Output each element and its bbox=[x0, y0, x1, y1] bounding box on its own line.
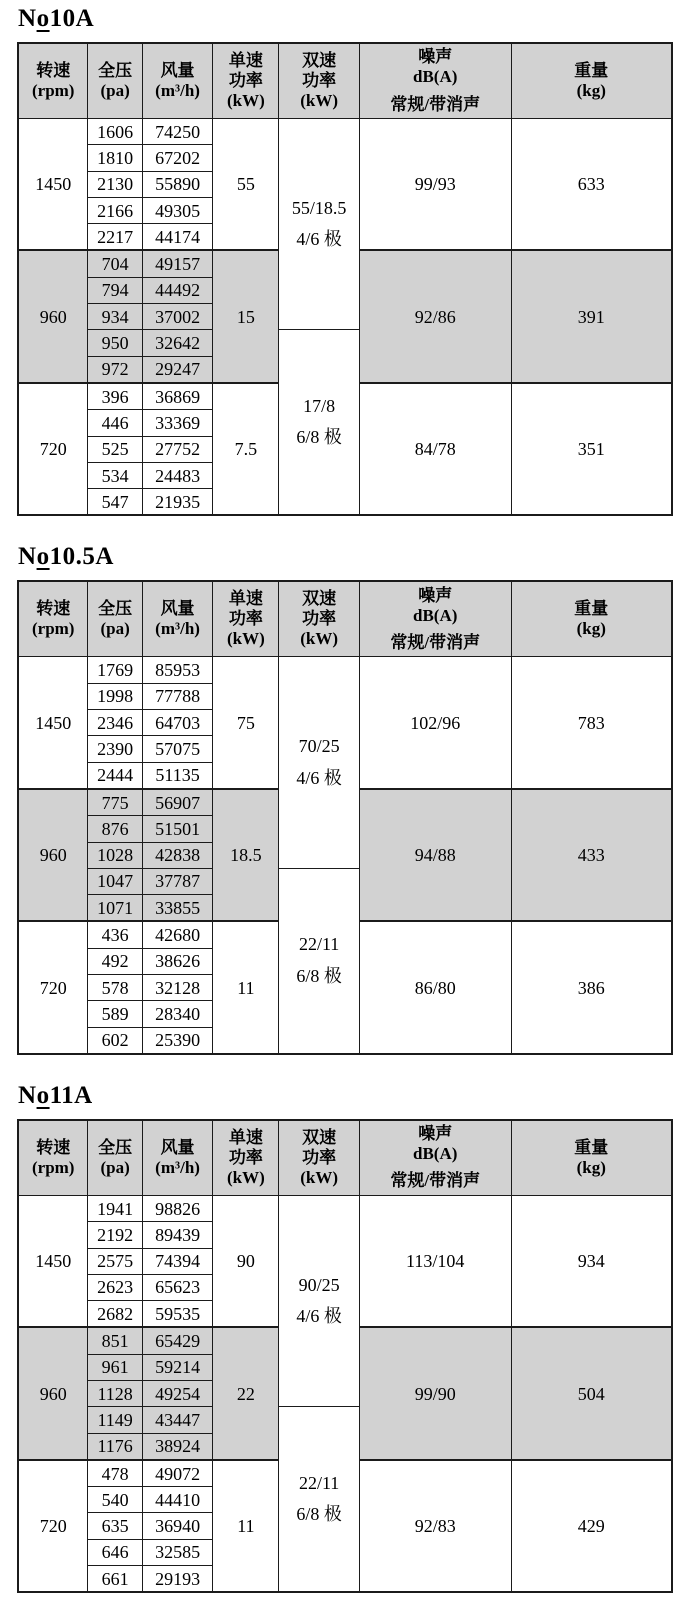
dual-power-poles: 6/8 极 bbox=[296, 1504, 342, 1525]
rpm-cell: 960 bbox=[18, 789, 88, 921]
header-line: 双速 bbox=[302, 589, 337, 609]
noise-cell: 86/80 bbox=[359, 921, 511, 1053]
weight-cell: 783 bbox=[511, 657, 672, 789]
model-title bbox=[18, 543, 673, 571]
model-title-number: 10A bbox=[49, 5, 95, 32]
model-title-o: o bbox=[36, 543, 50, 571]
header-line: 单速 bbox=[228, 50, 263, 70]
single-power-cell: 22 bbox=[213, 1327, 279, 1459]
header-line: 风量 bbox=[160, 1137, 195, 1157]
weight-cell: 429 bbox=[511, 1460, 672, 1592]
pressure-cell: 2444 bbox=[88, 762, 142, 789]
airflow-cell: 51501 bbox=[142, 816, 213, 842]
column-header-rpm bbox=[18, 43, 88, 119]
airflow-cell: 44492 bbox=[142, 277, 213, 303]
airflow-cell: 32642 bbox=[142, 330, 213, 356]
pressure-cell: 1047 bbox=[88, 868, 142, 894]
table-row bbox=[18, 119, 672, 145]
noise-cell: 94/88 bbox=[359, 789, 511, 921]
dual-power-poles: 4/6 极 bbox=[296, 767, 342, 788]
model-title-n: N bbox=[18, 543, 37, 571]
airflow-cell: 65429 bbox=[142, 1327, 213, 1354]
airflow-cell: 55890 bbox=[142, 171, 213, 197]
header-line: (kW) bbox=[300, 1167, 339, 1187]
header-line: 风量 bbox=[160, 599, 195, 619]
header-line: 功率 bbox=[228, 1147, 263, 1167]
single-power-cell: 15 bbox=[213, 250, 279, 382]
dual-power-value: 55/18.5 bbox=[291, 197, 347, 218]
pressure-cell: 547 bbox=[88, 489, 142, 516]
airflow-cell: 67202 bbox=[142, 145, 213, 171]
weight-cell: 633 bbox=[511, 119, 672, 251]
header-line: 全压 bbox=[98, 599, 133, 619]
column-header-pressure bbox=[88, 43, 142, 119]
pressure-cell: 2390 bbox=[88, 736, 142, 762]
header-row bbox=[18, 581, 672, 657]
noise-cell: 113/104 bbox=[359, 1195, 511, 1327]
airflow-cell: 29193 bbox=[142, 1566, 213, 1593]
pressure-cell: 534 bbox=[88, 462, 142, 488]
pressure-cell: 635 bbox=[88, 1513, 142, 1539]
airflow-cell: 37787 bbox=[142, 868, 213, 894]
pressure-cell: 704 bbox=[88, 250, 142, 277]
single-power-cell: 7.5 bbox=[213, 383, 279, 515]
pressure-cell: 2682 bbox=[88, 1301, 142, 1328]
header-line: (m³/h) bbox=[155, 81, 200, 100]
pressure-cell: 2217 bbox=[88, 224, 142, 251]
dual-power-poles: 4/6 极 bbox=[296, 1306, 342, 1327]
header-line: (kW) bbox=[300, 629, 339, 649]
single-power-cell: 11 bbox=[213, 921, 279, 1053]
dual-power-cell bbox=[279, 1407, 359, 1593]
pressure-cell: 1769 bbox=[88, 657, 142, 683]
weight-cell: 433 bbox=[511, 789, 672, 921]
header-line: 常规/带消声 bbox=[390, 1171, 481, 1191]
model-title bbox=[18, 5, 673, 33]
airflow-cell: 49254 bbox=[142, 1380, 213, 1406]
pressure-cell: 446 bbox=[88, 410, 142, 436]
airflow-cell: 25390 bbox=[142, 1027, 213, 1054]
model-title-n: N bbox=[18, 5, 37, 32]
airflow-cell: 33855 bbox=[142, 895, 213, 922]
header-line: 重量 bbox=[574, 599, 609, 619]
airflow-cell: 38626 bbox=[142, 948, 213, 974]
header-line: 噪声 bbox=[418, 1124, 453, 1144]
column-header-dual-power bbox=[279, 1120, 359, 1196]
pressure-cell: 2130 bbox=[88, 171, 142, 197]
header-line: 全压 bbox=[98, 60, 133, 80]
rpm-cell: 1450 bbox=[18, 657, 88, 789]
airflow-cell: 59535 bbox=[142, 1301, 213, 1328]
column-header-dual-power bbox=[279, 581, 359, 657]
rpm-cell: 720 bbox=[18, 1460, 88, 1592]
column-header-weight bbox=[511, 1120, 672, 1196]
column-header-single-power bbox=[213, 581, 279, 657]
pressure-cell: 492 bbox=[88, 948, 142, 974]
airflow-cell: 56907 bbox=[142, 789, 213, 816]
noise-cell: 99/93 bbox=[359, 119, 511, 251]
pressure-cell: 1606 bbox=[88, 119, 142, 145]
column-header-pressure bbox=[88, 1120, 142, 1196]
airflow-cell: 49072 bbox=[142, 1460, 213, 1487]
column-header-dual-power bbox=[279, 43, 359, 119]
header-line: (kg) bbox=[576, 1157, 606, 1177]
dual-power-cell bbox=[279, 330, 359, 516]
dual-power-value: 22/11 bbox=[298, 1472, 340, 1493]
pressure-cell: 1998 bbox=[88, 683, 142, 709]
airflow-cell: 37002 bbox=[142, 304, 213, 330]
noise-cell: 92/86 bbox=[359, 250, 511, 382]
single-power-cell: 75 bbox=[213, 657, 279, 789]
spec-table bbox=[17, 580, 673, 1054]
pressure-cell: 2166 bbox=[88, 197, 142, 223]
column-header-weight bbox=[511, 43, 672, 119]
airflow-cell: 33369 bbox=[142, 410, 213, 436]
header-line: (pa) bbox=[100, 1157, 130, 1177]
airflow-cell: 49157 bbox=[142, 250, 213, 277]
header-line: 转速 bbox=[36, 599, 71, 619]
header-row bbox=[18, 1120, 672, 1196]
pressure-cell: 478 bbox=[88, 1460, 142, 1487]
pressure-cell: 436 bbox=[88, 921, 142, 948]
airflow-cell: 74250 bbox=[142, 119, 213, 145]
rpm-cell: 960 bbox=[18, 1327, 88, 1459]
model-title bbox=[18, 1082, 673, 1110]
airflow-cell: 98826 bbox=[142, 1195, 213, 1221]
header-line: 功率 bbox=[302, 1147, 337, 1167]
header-line: 双速 bbox=[302, 50, 337, 70]
airflow-cell: 59214 bbox=[142, 1354, 213, 1380]
header-line: 功率 bbox=[302, 609, 337, 629]
header-line: 功率 bbox=[228, 70, 263, 90]
header-line: (kg) bbox=[576, 619, 606, 639]
column-header-airflow bbox=[142, 581, 213, 657]
header-line: 重量 bbox=[574, 1137, 609, 1157]
rpm-cell: 1450 bbox=[18, 119, 88, 251]
header-line: (rpm) bbox=[31, 1157, 75, 1177]
spec-table bbox=[17, 1119, 673, 1593]
noise-cell: 102/96 bbox=[359, 657, 511, 789]
table-header bbox=[18, 1120, 672, 1196]
pressure-cell: 2346 bbox=[88, 710, 142, 736]
airflow-cell: 36869 bbox=[142, 383, 213, 410]
header-line: (kW) bbox=[227, 91, 265, 111]
header-line: 功率 bbox=[302, 70, 337, 90]
header-line: 噪声 bbox=[418, 585, 453, 605]
dual-power-cell bbox=[279, 657, 359, 868]
header-line: dB(A) bbox=[413, 67, 458, 87]
pressure-cell: 1941 bbox=[88, 1195, 142, 1221]
rpm-cell: 960 bbox=[18, 250, 88, 382]
header-line: (kW) bbox=[227, 1167, 265, 1187]
rpm-cell: 1450 bbox=[18, 1195, 88, 1327]
header-line: (m³/h) bbox=[155, 1157, 200, 1177]
pressure-cell: 540 bbox=[88, 1487, 142, 1513]
airflow-cell: 43447 bbox=[142, 1407, 213, 1433]
pressure-cell: 876 bbox=[88, 816, 142, 842]
header-line: 重量 bbox=[574, 60, 609, 80]
pressure-cell: 646 bbox=[88, 1539, 142, 1565]
model-title-o: o bbox=[36, 5, 50, 32]
column-header-single-power bbox=[213, 1120, 279, 1196]
pressure-cell: 602 bbox=[88, 1027, 142, 1054]
dual-power-cell bbox=[279, 119, 359, 330]
pressure-cell: 525 bbox=[88, 436, 142, 462]
single-power-cell: 55 bbox=[213, 119, 279, 251]
model-title-n: N bbox=[18, 1081, 37, 1109]
header-line: (m³/h) bbox=[155, 619, 200, 639]
pressure-cell: 851 bbox=[88, 1327, 142, 1354]
airflow-cell: 32128 bbox=[142, 975, 213, 1001]
pressure-cell: 2192 bbox=[88, 1222, 142, 1248]
table-row bbox=[18, 657, 672, 683]
weight-cell: 934 bbox=[511, 1195, 672, 1327]
column-header-airflow bbox=[142, 1120, 213, 1196]
pressure-cell: 396 bbox=[88, 383, 142, 410]
airflow-cell: 64703 bbox=[142, 710, 213, 736]
dual-power-value: 22/11 bbox=[298, 934, 340, 955]
rpm-cell: 720 bbox=[18, 383, 88, 515]
airflow-cell: 65623 bbox=[142, 1274, 213, 1300]
airflow-cell: 38924 bbox=[142, 1433, 213, 1460]
column-header-noise bbox=[359, 43, 511, 119]
column-header-rpm bbox=[18, 581, 88, 657]
header-line: 单速 bbox=[228, 1127, 263, 1147]
airflow-cell: 44174 bbox=[142, 224, 213, 251]
noise-cell: 99/90 bbox=[359, 1327, 511, 1459]
pressure-cell: 1810 bbox=[88, 145, 142, 171]
table-body bbox=[18, 657, 672, 1054]
header-line: 单速 bbox=[228, 589, 263, 609]
single-power-cell: 90 bbox=[213, 1195, 279, 1327]
header-line: (kg) bbox=[576, 81, 606, 100]
header-line: 全压 bbox=[98, 1137, 133, 1157]
pressure-cell: 578 bbox=[88, 975, 142, 1001]
noise-cell: 84/78 bbox=[359, 383, 511, 515]
column-header-noise bbox=[359, 581, 511, 657]
fan-model-block-11a bbox=[17, 1082, 673, 1593]
fan-model-block-10a bbox=[17, 5, 673, 516]
table-header bbox=[18, 581, 672, 657]
weight-cell: 386 bbox=[511, 921, 672, 1053]
dual-power-poles: 4/6 极 bbox=[296, 229, 342, 250]
header-line: 功率 bbox=[228, 609, 263, 629]
single-power-cell: 18.5 bbox=[213, 789, 279, 921]
header-line: dB(A) bbox=[413, 1144, 458, 1164]
airflow-cell: 89439 bbox=[142, 1222, 213, 1248]
pressure-cell: 950 bbox=[88, 330, 142, 356]
column-header-noise bbox=[359, 1120, 511, 1196]
rpm-cell: 720 bbox=[18, 921, 88, 1053]
dual-power-value: 90/25 bbox=[298, 1274, 340, 1295]
airflow-cell: 32585 bbox=[142, 1539, 213, 1565]
header-line: 噪声 bbox=[418, 47, 453, 67]
fan-model-block-10-5a bbox=[17, 543, 673, 1054]
header-line: 风量 bbox=[160, 60, 195, 80]
airflow-cell: 44410 bbox=[142, 1487, 213, 1513]
pressure-cell: 1128 bbox=[88, 1380, 142, 1406]
dual-power-cell bbox=[279, 1195, 359, 1406]
header-line: 转速 bbox=[36, 60, 71, 80]
dual-power-cell bbox=[279, 868, 359, 1054]
header-line: 转速 bbox=[36, 1137, 71, 1157]
header-line: (rpm) bbox=[31, 81, 75, 100]
pressure-cell: 972 bbox=[88, 356, 142, 383]
single-power-cell: 11 bbox=[213, 1460, 279, 1592]
header-line: 常规/带消声 bbox=[390, 94, 481, 114]
column-header-rpm bbox=[18, 1120, 88, 1196]
pressure-cell: 2575 bbox=[88, 1248, 142, 1274]
dual-power-poles: 6/8 极 bbox=[296, 965, 342, 986]
airflow-cell: 51135 bbox=[142, 762, 213, 789]
airflow-cell: 28340 bbox=[142, 1001, 213, 1027]
header-row bbox=[18, 43, 672, 119]
weight-cell: 391 bbox=[511, 250, 672, 382]
airflow-cell: 42838 bbox=[142, 842, 213, 868]
column-header-weight bbox=[511, 581, 672, 657]
pressure-cell: 961 bbox=[88, 1354, 142, 1380]
header-line: 常规/带消声 bbox=[390, 632, 481, 652]
model-title-o: o bbox=[36, 1081, 50, 1109]
airflow-cell: 42680 bbox=[142, 921, 213, 948]
table-body bbox=[18, 119, 672, 516]
pressure-cell: 589 bbox=[88, 1001, 142, 1027]
table-header bbox=[18, 43, 672, 119]
airflow-cell: 49305 bbox=[142, 197, 213, 223]
column-header-pressure bbox=[88, 581, 142, 657]
airflow-cell: 36940 bbox=[142, 1513, 213, 1539]
pressure-cell: 661 bbox=[88, 1566, 142, 1593]
pressure-cell: 934 bbox=[88, 304, 142, 330]
table-body bbox=[18, 1195, 672, 1592]
header-line: 双速 bbox=[302, 1127, 337, 1147]
header-line: (kW) bbox=[227, 629, 265, 649]
airflow-cell: 74394 bbox=[142, 1248, 213, 1274]
pressure-cell: 1176 bbox=[88, 1433, 142, 1460]
weight-cell: 504 bbox=[511, 1327, 672, 1459]
pressure-cell: 1149 bbox=[88, 1407, 142, 1433]
weight-cell: 351 bbox=[511, 383, 672, 515]
pressure-cell: 2623 bbox=[88, 1274, 142, 1300]
table-row bbox=[18, 1195, 672, 1221]
header-line: (kW) bbox=[300, 91, 339, 111]
column-header-airflow bbox=[142, 43, 213, 119]
spec-table bbox=[17, 42, 673, 516]
column-header-single-power bbox=[213, 43, 279, 119]
pressure-cell: 1028 bbox=[88, 842, 142, 868]
airflow-cell: 85953 bbox=[142, 657, 213, 683]
model-title-number: 11A bbox=[49, 1081, 93, 1109]
pressure-cell: 1071 bbox=[88, 895, 142, 922]
airflow-cell: 21935 bbox=[142, 489, 213, 516]
dual-power-value: 17/8 bbox=[303, 395, 336, 416]
noise-cell: 92/83 bbox=[359, 1460, 511, 1592]
airflow-cell: 27752 bbox=[142, 436, 213, 462]
airflow-cell: 24483 bbox=[142, 462, 213, 488]
header-line: (rpm) bbox=[31, 619, 75, 639]
header-line: dB(A) bbox=[413, 605, 458, 625]
dual-power-poles: 6/8 极 bbox=[296, 427, 342, 448]
header-line: (pa) bbox=[100, 619, 130, 639]
header-line: (pa) bbox=[100, 81, 130, 100]
dual-power-value: 70/25 bbox=[298, 736, 340, 757]
pressure-cell: 775 bbox=[88, 789, 142, 816]
model-title-number: 10.5A bbox=[49, 543, 114, 571]
airflow-cell: 77788 bbox=[142, 683, 213, 709]
pressure-cell: 794 bbox=[88, 277, 142, 303]
airflow-cell: 29247 bbox=[142, 356, 213, 383]
airflow-cell: 57075 bbox=[142, 736, 213, 762]
